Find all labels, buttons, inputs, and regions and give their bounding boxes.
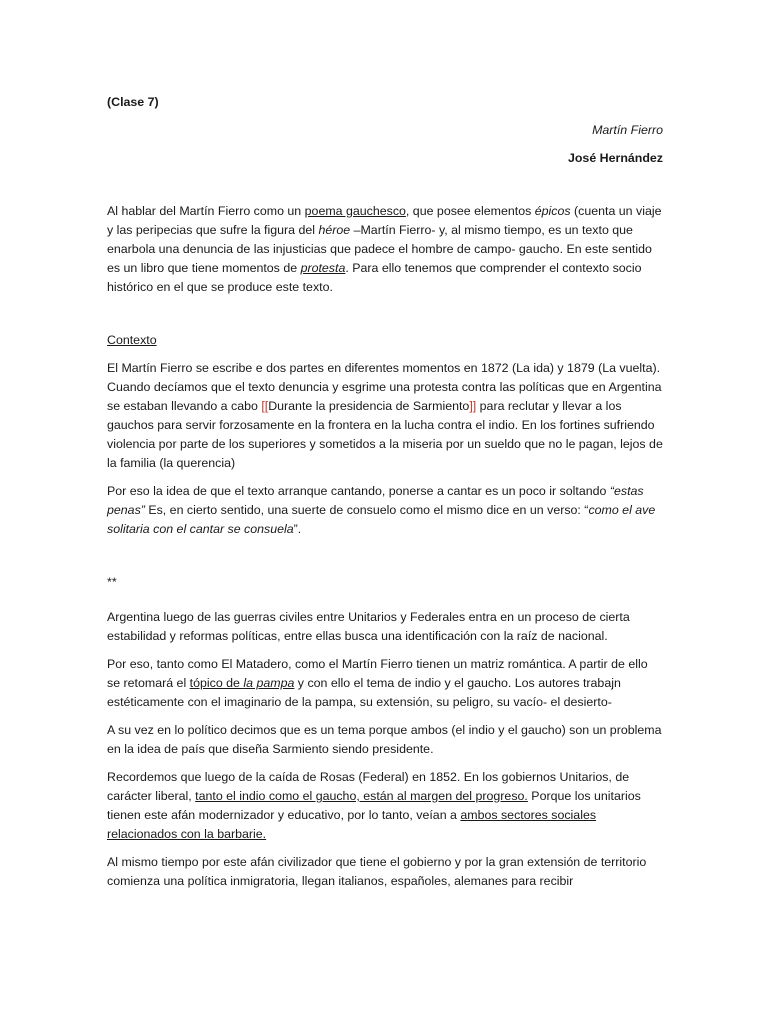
paragraph-text: El Martín Fierro se escribe e dos partes en diferentes momentos en 1872 (La ida) y 1879 (La vuelta). Cuando decíamos que el texto denuncia y esgrime una protesta contra las políticas que en Argentina se estaban llevando a cabo	[107, 361, 662, 413]
section2-paragraph-1: Argentina luego de las guerras civiles entre Unitarios y Federales entra en un proceso de cierta estabilidad y reformas políticas, entre ellas busca una identificación con la raíz de nacional.	[107, 610, 630, 643]
intro-text: –Martín Fierro- y, al mismo tiempo, es un texto que enarbola una denuncia de las injusticias que padece el hombre de campo- gaucho. En este sentido es un libro que tiene momentos de	[107, 223, 652, 275]
section-marker: **	[107, 575, 117, 589]
bracket-marker: ]]	[469, 399, 477, 413]
intro-text: Al hablar del Martín Fierro como un	[107, 204, 305, 218]
section2-paragraph-4	[107, 768, 663, 844]
underlined-phrase: ambos sectores sociales relacionados con la barbarie.	[107, 808, 597, 841]
intro-text: , que posee elementos	[405, 204, 535, 218]
underlined-italic-term: la pampa	[243, 676, 295, 690]
intro-text: . Para ello tenemos que comprender el contexto socio histórico en el que se produce este texto.	[107, 261, 642, 294]
underlined-italic-term: protesta	[300, 261, 346, 275]
intro-paragraph	[107, 202, 663, 297]
underlined-term: tópico de	[189, 676, 244, 690]
section2-paragraph-3: A su vez en lo político decimos que es un tema porque ambos (el indio y el gaucho) son un problema en la idea de país que diseña Sarmiento siendo presidente.	[107, 723, 662, 756]
paragraph-text: para reclutar y llevar a los gauchos para servir forzosamente en la frontera en la lucha contra el indio. En los fortines sufriendo violencia por parte de los superiores y sometidos a la miseria por un sueldo que no le pagan, lejos de la familia (la querencia)	[107, 399, 663, 470]
section-heading-contexto: Contexto	[107, 333, 157, 347]
paragraph-text: Recordemos que luego de la caída de Rosas (Federal) en 1852. En los gobiernos Unitarios, de carácter liberal,	[107, 770, 630, 803]
document-title: Martín Fierro	[592, 123, 663, 137]
italic-term: épicos	[534, 204, 571, 218]
paragraph-text: Es, en cierto sentido, una suerte de consuelo como el mismo dice en un verso: “	[144, 503, 589, 517]
paragraph-text: Por eso la idea de que el texto arranque cantando, ponerse a cantar es un poco ir soltando	[107, 484, 610, 498]
italic-term: héroe	[318, 223, 351, 237]
section2-paragraph-5: Al mismo tiempo por este afán civilizador que tiene el gobierno y por la gran extensión de territorio comienza una política inmigratoria, llegan italianos, españoles, alemanes para recibir	[107, 855, 647, 888]
contexto-paragraph-1	[107, 359, 663, 473]
class-number: (Clase 7)	[107, 95, 159, 109]
paragraph-text: Durante la presidencia de Sarmiento	[268, 399, 470, 413]
italic-quote: como el ave solitaria con el cantar se consuela	[107, 503, 656, 536]
underlined-phrase: tanto el indio como el gaucho, están al margen del progreso.	[195, 789, 528, 803]
bracket-marker: [[	[261, 399, 269, 413]
paragraph-text: Por eso, tanto como El Matadero, como el Martín Fierro tienen un matriz romántica. A partir de ello se retomará el	[107, 657, 648, 690]
italic-quote: “estas penas”	[107, 484, 644, 517]
document-body	[107, 93, 663, 891]
contexto-paragraph-2	[107, 482, 663, 539]
underlined-term: poema gauchesco	[304, 204, 406, 218]
section2-paragraph-2	[107, 655, 663, 712]
intro-text: (cuenta un viaje y las peripecias que sufre la figura del	[107, 204, 662, 237]
paragraph-text: y con ello el tema de indio y el gaucho. Los autores trabajn estéticamente con el imaginario de la pampa, su extensión, su peligro, su vacío- el desierto-	[107, 676, 621, 709]
paragraph-text: Porque los unitarios tienen este afán modernizador y educativo, por lo tanto, veían a	[107, 789, 641, 822]
paragraph-text: ”.	[293, 522, 302, 536]
document-author: José Hernández	[567, 151, 663, 165]
